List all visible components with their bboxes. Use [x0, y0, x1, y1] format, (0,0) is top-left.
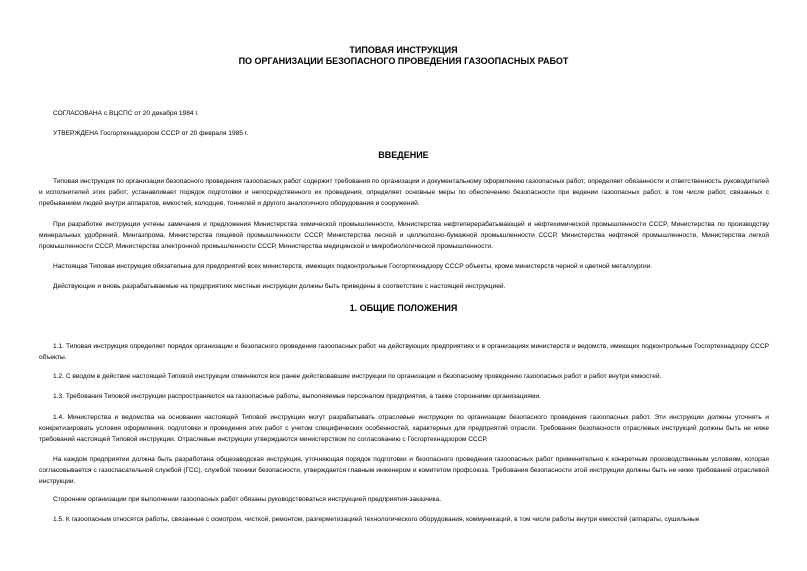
intro-paragraph-1: Типовая инструкция по организации безопасного проведения газоопасных работ содержит требования по организации и документальному оформлению газоопасных работ; определяет обязанности и ответственность руководителей и исполнителей этих работ; устанавливает порядок подготовки и непосредственного их проведения; определяет основные меры по обеспечению безопасности при ведении газоопасных работ, в том числе работ, связанных с пребыванием людей внутри аппаратов, емкостей, колодцев, тоннелей и другого аналогичного оборудования и сооружений.	[39, 178, 769, 207]
section-1-2-paragraph: 1.2. С вводом в действие настоящей Типовой инструкции отменяются все ранее действовавшие инструкции по организации и безопасному проведению газоопасных работ и работ внутри емкостей.	[53, 373, 662, 380]
intro-paragraph-4: Действующие и вновь разрабатываемые на предприятиях местные инструкции должны быть приведены в соответствие с настоящей инструкцией.	[53, 283, 506, 290]
intro-paragraph-3: Настоящая Типовая инструкция обязательна для предприятий всех министерств, имеющих подконтрольные Госгортехнадзору СССР объекты, кроме министерств черной и цветной металлургии.	[53, 263, 653, 270]
approved-note: УТВЕРЖДЕНА Госгортехнадзором СССР от 20 февраля 1985 г.	[53, 130, 249, 137]
third-party-paragraph: Сторонние организации при выполнении газоопасных работ обязаны руководствоваться инструкцией предприятия-заказчика.	[53, 496, 442, 503]
intro-paragraph-2: При разработке инструкции учтены замечания и предложения Министерства химической промышленности, Министерства нефтеперерабатывающей и нефтехимической промышленности СССР, Министерства по производству минеральных удобрений, Мингазпрома, Министерства пищевой промышленности СССР, Министерства лесной и целлюлозно-бумажной промышленности СССР, Министерства нефтяной промышленности, Министерства легкой промышленности СССР, Министерства электронной промышленности СССР, Министерства медицинской и микробиологической промышленности.	[39, 221, 769, 250]
document-title-line-2: ПО ОРГАНИЗАЦИИ БЕЗОПАСНОГО ПРОВЕДЕНИЯ ГАЗООПАСНЫХ РАБОТ	[238, 56, 569, 66]
enterprise-instruction-paragraph: На каждом предприятии должна быть разработана общезаводская инструкция, уточняющая порядок подготовки и безопасного проведения газоопасных работ применительно к конкретным производственным условиям, которая согласовывается с газоспасательной службой (ГСС), службой техники безопасности, утверждается главным инженером и комитетом профсоюза. Требования безопасности этой инструкции должны быть не ниже требований отраслевой инструкции.	[39, 456, 769, 485]
section-1-3-paragraph: 1.3. Требования Типовой инструкции распространяются на газоопасные работы, выполняемые персоналом предприятия, а также сторонними организациями.	[53, 393, 541, 400]
agreed-note: СОГЛАСОВАНА с ВЦСПС от 20 декабря 1984 г.	[53, 110, 199, 117]
general-provisions-heading: 1. ОБЩИЕ ПОЛОЖЕНИЯ	[349, 303, 458, 313]
section-1-5-paragraph: 1.5. К газоопасным относятся работы, связанные с осмотром, чисткой, ремонтом, разгерметизацией технологического оборудования, коммуникаций, в том числе работы внутри емкостей (аппараты, сушильные	[53, 516, 700, 523]
section-1-1-paragraph: 1.1. Типовая инструкция определяет порядок организации и безопасного проведения газоопасных работ на действующих предприятиях и в организациях министерств и ведомств, имеющих подконтрольные Госгортехнадзору СССР объекты.	[39, 343, 769, 361]
intro-heading: ВВЕДЕНИЕ	[378, 150, 429, 160]
document-title-line-1: ТИПОВАЯ ИНСТРУКЦИЯ	[349, 45, 458, 55]
section-1-4-paragraph: 1.4. Министерства и ведомства на основании настоящей Типовой инструкции могут разрабатывать отраслевые инструкции по организации безопасного проведения газоопасных работ. Эти инструкции должны уточнять и конкретизировать условия оформления, подготовки и проведения этих работ с учетом специфических особенностей, характерных для предприятий отрасли. Требования безопасности отраслевых инструкций должны быть не ниже требований настоящей Типовой инструкции. Отраслевые инструкции утверждаются министерством по согласованию с Госгортехнадзором СССР.	[39, 414, 769, 443]
